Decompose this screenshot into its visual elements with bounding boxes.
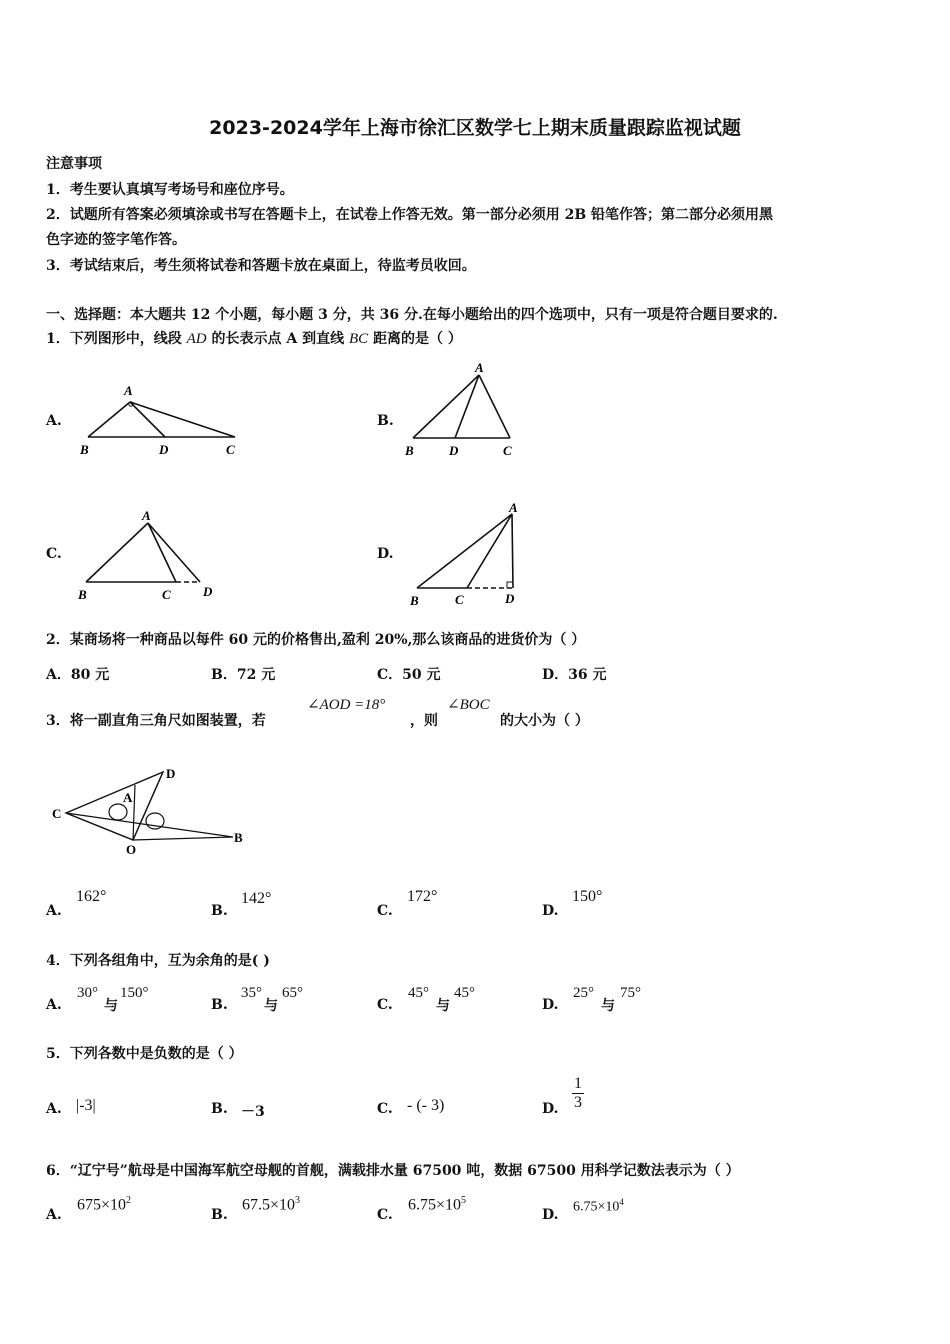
q4-option-c-second: 45° <box>454 985 475 1001</box>
notice-item-2-line-2: 色字迹的签字笔作答。 <box>46 232 186 248</box>
q4-option-d-conj: 与 <box>601 998 615 1014</box>
q6-b-mantissa: 67.5×10 <box>242 1196 296 1214</box>
q3-option-b-label: B. <box>211 903 228 919</box>
q4-option-c-label: C. <box>377 997 393 1013</box>
fig-c-label-d: D <box>203 584 213 599</box>
q1-figure-a <box>80 380 250 460</box>
page-title: 2023-2024学年上海市徐汇区数学七上期末质量跟踪监视试题 <box>209 117 741 139</box>
q1-post: 距离的是（ ） <box>373 331 462 347</box>
q3-fig-label-o: O <box>126 842 137 857</box>
notice-item-1: 1．考生要认真填写考场号和座位序号。 <box>46 182 294 198</box>
q6-option-b-label: B. <box>211 1207 228 1223</box>
q1-mid: 的长表示点 A 到直线 <box>211 331 345 347</box>
q4-option-a-second: 150° <box>120 985 149 1001</box>
q4-option-b-second: 65° <box>282 985 303 1001</box>
q1-option-b-label: B. <box>377 413 394 429</box>
fig-d-label-c: C <box>455 592 464 607</box>
q1-segment-ad: AD <box>186 331 207 347</box>
fig-c-label-a: A <box>142 508 151 523</box>
q5-option-c-value: - (- 3) <box>407 1097 445 1114</box>
fig-a-label-b: B <box>80 442 89 457</box>
q6-a-exponent: 2 <box>126 1195 132 1206</box>
q3-fig-label-a: A <box>123 790 133 805</box>
q5-d-denominator: 3 <box>574 1094 582 1111</box>
q1-figure-b <box>405 360 525 460</box>
question-4: 4．下列各组角中，互为余角的是( ) <box>46 953 270 969</box>
q5-option-b-value: －3 <box>241 1104 265 1120</box>
q3-mid: ，则 <box>410 713 438 729</box>
notice-item-2-line-1: 2．试题所有答案必须填涂或书写在答题卡上，在试卷上作答无效。第一部分必须用 2B 铅笔作答；第二部分必须用黑 <box>46 207 774 223</box>
fig-d-label-b: B <box>410 593 419 608</box>
q3-fig-label-d: D <box>166 766 176 781</box>
fig-a-label-a: A <box>124 383 133 398</box>
q4-option-d-label: D. <box>542 997 559 1013</box>
q3-pre: 3．将一副直角三角尺如图装置，若 <box>46 713 266 729</box>
q6-option-a-value <box>77 1195 131 1214</box>
question-2: 2．某商场将一种商品以每件 60 元的价格售出,盈利 20%,那么该商品的进货价为（ ） <box>46 632 586 648</box>
fig-b-label-b: B <box>405 443 414 458</box>
q5-option-a-label: A. <box>46 1101 62 1117</box>
q3-target-angle: ∠BOC <box>447 697 490 713</box>
q5-option-b-label: B. <box>211 1101 228 1117</box>
q3-condition: ∠AOD =18° <box>307 697 386 713</box>
q6-a-mantissa: 675×10 <box>77 1196 127 1214</box>
q4-option-b-label: B. <box>211 997 228 1013</box>
q3-figure <box>48 760 258 860</box>
q6-d-exponent: 4 <box>619 1197 624 1207</box>
q1-option-c-label: C. <box>46 546 62 562</box>
q2-option-b: B．72 元 <box>211 667 276 683</box>
notice-heading: 注意事项 <box>46 156 102 172</box>
question-1 <box>46 328 462 348</box>
q3-option-c-label: C. <box>377 903 393 919</box>
q3-option-d-label: D. <box>542 903 559 919</box>
q4-option-c-conj: 与 <box>436 998 450 1014</box>
q5-option-d-label: D. <box>542 1101 559 1117</box>
q3-option-b-value: 142° <box>241 890 272 907</box>
q3-post: 的大小为（ ） <box>500 713 589 729</box>
section-heading: 一、选择题：本大题共 12 个小题，每小题 3 分，共 36 分.在每小题给出的四个选项中，只有一项是符合题目要求的. <box>46 307 778 323</box>
q1-figure-c <box>78 505 228 605</box>
q1-figure-d <box>405 500 535 610</box>
question-6: 6．“辽宁号”航母是中国海军航空母舰的首舰，满载排水量 67500 吨，数据 67500 用科学记数法表示为（ ） <box>46 1163 740 1179</box>
q4-option-a-conj: 与 <box>104 998 118 1014</box>
q5-d-numerator: 1 <box>574 1075 582 1092</box>
q2-option-d: D．36 元 <box>542 667 607 683</box>
question-5: 5．下列各数中是负数的是（ ） <box>46 1046 243 1062</box>
fig-c-label-b: B <box>78 587 87 602</box>
q4-option-d-second: 75° <box>620 985 641 1001</box>
q1-option-d-label: D. <box>377 546 394 562</box>
q1-pre: 1．下列图形中，线段 <box>46 331 182 347</box>
q3-option-d-value: 150° <box>572 888 603 905</box>
fig-b-label-c: C <box>503 443 512 458</box>
q3-option-c-value: 172° <box>407 888 438 905</box>
fig-a-label-d: D <box>159 442 169 457</box>
q4-option-d-first: 25° <box>573 985 594 1001</box>
q4-option-a-first: 30° <box>77 985 98 1001</box>
fig-d-label-a: A <box>509 500 518 515</box>
q2-option-c: C．50 元 <box>377 667 441 683</box>
fig-c-label-c: C <box>162 587 171 602</box>
q6-b-exponent: 3 <box>295 1195 301 1206</box>
fig-b-label-d: D <box>449 443 459 458</box>
q6-option-c-value <box>408 1195 466 1214</box>
fig-b-label-a: A <box>475 360 484 375</box>
q2-option-a: A．80 元 <box>46 667 110 683</box>
q1-line-bc: BC <box>349 331 369 347</box>
q5-option-a-value: |-3| <box>76 1097 96 1114</box>
q4-option-c-first: 45° <box>408 985 429 1001</box>
q3-option-a-value: 162° <box>76 888 107 905</box>
q6-c-mantissa: 6.75×10 <box>408 1196 462 1214</box>
q6-c-exponent: 5 <box>461 1195 467 1206</box>
notice-item-3: 3．考试结束后，考生须将试卷和答题卡放在桌面上，待监考员收回。 <box>46 258 476 274</box>
q6-option-b-value <box>242 1195 300 1214</box>
q3-fig-label-b: B <box>234 830 243 845</box>
q6-d-mantissa: 6.75×10 <box>573 1199 620 1215</box>
q3-option-a-label: A. <box>46 903 62 919</box>
q6-option-d-value <box>573 1197 624 1216</box>
q4-option-b-first: 35° <box>241 985 262 1001</box>
q3-fig-label-c: C <box>52 806 62 821</box>
q4-option-a-label: A. <box>46 997 62 1013</box>
q6-option-a-label: A. <box>46 1207 62 1223</box>
q6-option-d-label: D. <box>542 1207 559 1223</box>
fig-d-label-d: D <box>505 591 515 606</box>
q5-option-c-label: C. <box>377 1101 393 1117</box>
fig-a-label-c: C <box>226 442 235 457</box>
q6-option-c-label: C. <box>377 1207 393 1223</box>
q4-option-b-conj: 与 <box>264 998 278 1014</box>
q5-option-d-fraction <box>572 1075 584 1112</box>
q1-option-a-label: A. <box>46 413 62 429</box>
